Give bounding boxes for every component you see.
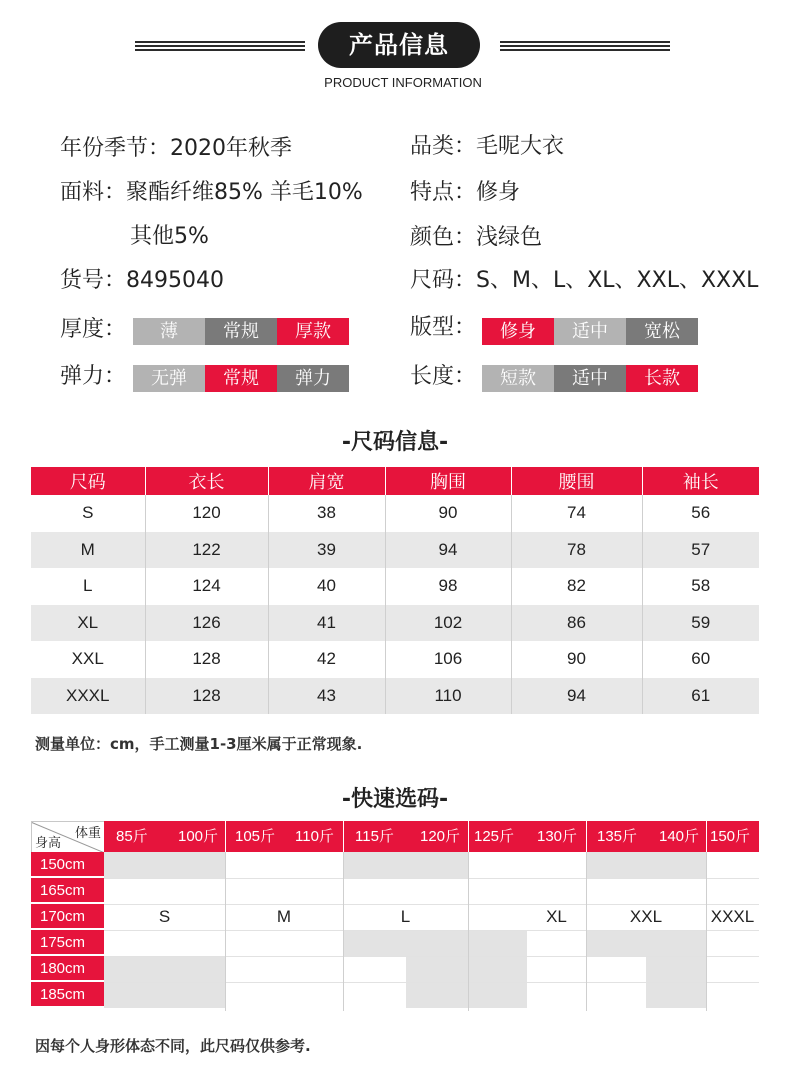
weight-label: 125斤 [474, 828, 515, 845]
stretch-option-normal: 常规 [205, 365, 277, 392]
weight-label: 105斤 [235, 828, 276, 845]
length-option-medium: 适中 [554, 365, 626, 392]
table-cell: 126 [145, 605, 268, 642]
header-length: 衣长 [145, 467, 268, 495]
page-title: 产品信息 [318, 22, 480, 68]
table-cell: XL [31, 605, 145, 642]
table-cell: 94 [385, 532, 511, 569]
size-table [31, 467, 759, 714]
table-cell: 74 [511, 495, 642, 532]
fit-option-loose: 宽松 [626, 318, 698, 345]
table-cell: 78 [511, 532, 642, 569]
thickness-label: 厚度： [60, 317, 127, 342]
table-cell: 38 [268, 495, 385, 532]
header-decor-lines-right [500, 41, 670, 51]
quick-select-corner [31, 821, 104, 852]
table-cell: 110 [385, 678, 511, 715]
table-cell: 82 [511, 568, 642, 605]
grid-line [104, 878, 759, 879]
reference-note: 因每个人身形体态不同，此尺码仅供参考. [35, 1037, 311, 1055]
height-label: 185cm [31, 982, 104, 1007]
size-label: XXXL [710, 907, 755, 926]
height-label: 150cm [31, 852, 104, 877]
table-cell: 41 [268, 605, 385, 642]
table-cell: 39 [268, 532, 385, 569]
table-cell: 40 [268, 568, 385, 605]
table-cell: 90 [511, 641, 642, 678]
header-shoulder: 肩宽 [268, 467, 385, 495]
header-separator [225, 821, 226, 852]
size-label: S [158, 907, 171, 926]
info-color: 颜色：浅绿色 [410, 225, 543, 250]
table-cell: 56 [642, 495, 759, 532]
height-label: 170cm [31, 904, 104, 929]
height-label: 165cm [31, 878, 104, 903]
size-info-title: -尺码信息- [341, 430, 449, 455]
stretch-scale [133, 365, 349, 392]
weight-label: 110斤 [295, 828, 334, 845]
table-cell: 59 [642, 605, 759, 642]
thickness-option-normal: 常规 [205, 318, 277, 345]
table-cell: 43 [268, 678, 385, 715]
table-cell: 61 [642, 678, 759, 715]
corner-height-label: 身高 [35, 836, 62, 851]
stretch-option-stretchy: 弹力 [277, 365, 349, 392]
fit-scale [482, 318, 698, 345]
grid-line [104, 930, 759, 931]
header-size: 尺码 [31, 467, 145, 495]
header-separator [343, 821, 344, 852]
info-category: 品类：毛呢大衣 [410, 134, 565, 159]
height-label: 180cm [31, 956, 104, 981]
table-cell: XXL [71, 649, 104, 669]
table-cell: L [83, 576, 93, 596]
size-label: L [400, 907, 411, 926]
stretch-option-none: 无弹 [133, 365, 205, 392]
size-region [104, 852, 225, 878]
table-row [31, 532, 759, 569]
weight-label: 100斤 [178, 828, 219, 845]
quick-select-title: -快速选码- [341, 787, 449, 812]
length-scale [482, 365, 698, 392]
table-row [31, 641, 759, 678]
table-cell: 128 [145, 678, 268, 715]
header-chest: 胸围 [385, 467, 511, 495]
table-row [31, 568, 759, 605]
header-decor-lines-left [135, 41, 305, 51]
fit-label: 版型： [410, 315, 477, 340]
table-cell: 60 [642, 641, 759, 678]
fit-option-slim: 修身 [482, 318, 554, 345]
table-cell: 57 [642, 532, 759, 569]
table-cell: 86 [511, 605, 642, 642]
page-subtitle: PRODUCT INFORMATION [324, 75, 482, 90]
table-row [31, 605, 759, 642]
info-feature: 特点：修身 [410, 180, 521, 205]
size-region [343, 930, 527, 956]
table-cell: 122 [145, 532, 268, 569]
grid-line [104, 904, 759, 905]
table-cell: 106 [385, 641, 511, 678]
info-sizes: 尺码：S、M、L、XL、XXL、XXXL [410, 268, 759, 293]
table-row [31, 678, 759, 715]
size-region [343, 852, 468, 878]
thickness-option-thick: 厚款 [277, 318, 349, 345]
thickness-scale [133, 318, 349, 345]
size-label: XL [546, 907, 567, 926]
table-cell: 94 [511, 678, 642, 715]
header-separator [468, 821, 469, 852]
info-fabric: 面料：聚酯纤维85% 羊毛10% [60, 180, 363, 205]
table-cell: 128 [145, 641, 268, 678]
header-sleeve: 袖长 [642, 467, 759, 495]
thickness-option-thin: 薄 [133, 318, 205, 345]
grid-line [104, 956, 759, 957]
table-cell: 90 [385, 495, 511, 532]
weight-label: 135斤 [597, 828, 638, 845]
length-label: 长度： [410, 364, 477, 389]
quick-select-chart [31, 821, 759, 1011]
table-cell: 42 [268, 641, 385, 678]
grid-line [104, 982, 759, 983]
size-region [586, 852, 706, 878]
weight-label: 130斤 [537, 828, 578, 845]
weight-label: 150斤 [710, 828, 751, 845]
height-label: 175cm [31, 930, 104, 955]
stretch-label: 弹力： [60, 364, 127, 389]
table-cell: M [31, 532, 145, 569]
length-option-short: 短款 [482, 365, 554, 392]
table-cell: 120 [145, 495, 268, 532]
fit-option-regular: 适中 [554, 318, 626, 345]
table-cell: XXXL [31, 678, 145, 715]
weight-label: 140斤 [659, 828, 700, 845]
length-option-long: 长款 [626, 365, 698, 392]
weight-label: 120斤 [420, 828, 461, 845]
size-table-header [31, 467, 759, 495]
header-waist: 腰围 [511, 467, 642, 495]
header-separator [706, 821, 707, 852]
table-cell: S [82, 503, 94, 523]
info-season: 年份季节：2020年秋季 [60, 136, 293, 161]
size-label: XXL [629, 907, 663, 926]
info-item-no: 货号：8495040 [60, 268, 224, 293]
table-cell: 58 [642, 568, 759, 605]
table-cell: 98 [385, 568, 511, 605]
measure-note: 测量单位：cm，手工测量1-3厘米属于正常现象. [35, 735, 363, 753]
weight-label: 85斤 [116, 828, 148, 845]
table-row [31, 495, 759, 532]
weight-label: 115斤 [355, 828, 394, 845]
size-label: M [276, 907, 292, 926]
info-fabric-cont: 其他5% [130, 224, 209, 249]
table-cell: 124 [145, 568, 268, 605]
size-region [586, 930, 706, 956]
corner-weight-label: 体重 [74, 826, 101, 841]
table-cell: 102 [385, 605, 511, 642]
header-separator [586, 821, 587, 852]
